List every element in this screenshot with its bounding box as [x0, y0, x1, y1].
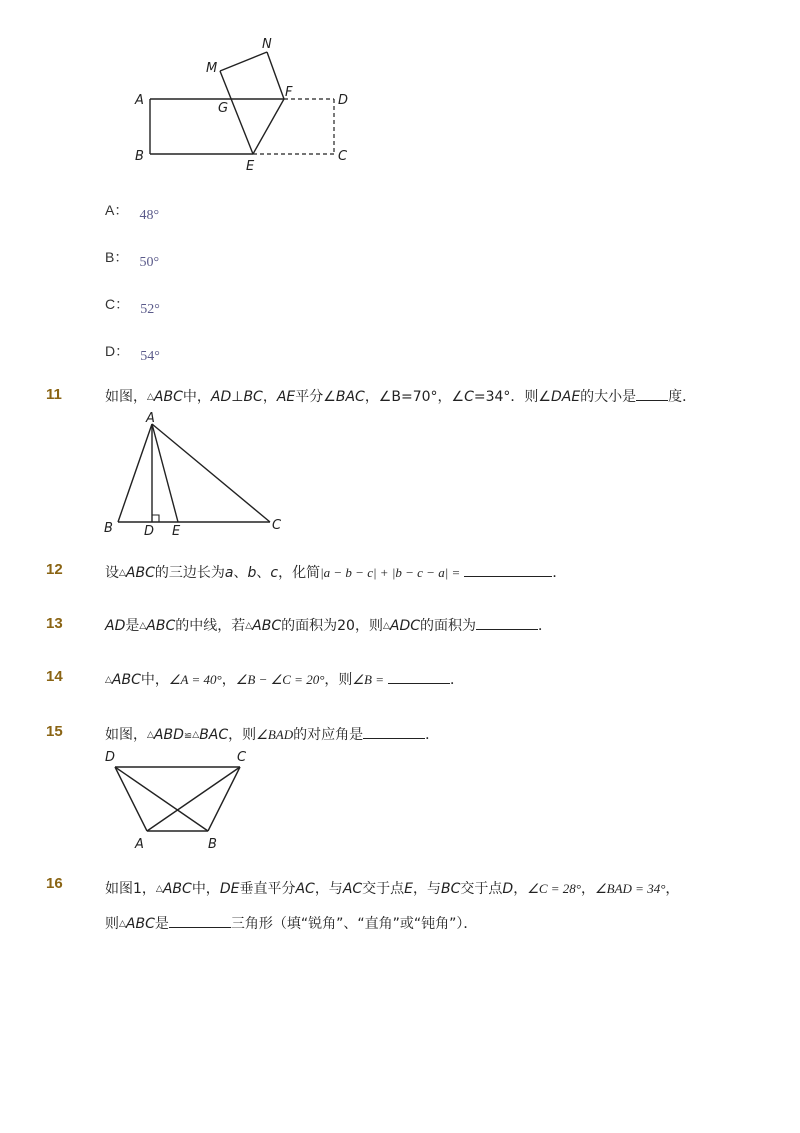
- q12-answer-blank[interactable]: [464, 564, 552, 577]
- fig10-label-e: E: [246, 159, 255, 174]
- q16-p7: 交于点: [460, 881, 503, 897]
- option-b[interactable]: [105, 247, 160, 270]
- option-a-value: 48°: [139, 208, 160, 223]
- q11-bc: BC: [243, 389, 263, 405]
- q14-expression-1: ∠A = 40°: [168, 672, 222, 687]
- q15-expression: ∠BAD: [256, 727, 294, 742]
- option-d-value: 54°: [140, 349, 160, 364]
- q12-dun2: 、: [256, 565, 271, 581]
- triangle-icon: △: [139, 621, 147, 631]
- fig10-line-mn: [220, 52, 267, 71]
- fig11-right-angle: [152, 515, 159, 522]
- q11-p2: 中，: [182, 389, 211, 405]
- option-b-label: B：: [105, 249, 129, 265]
- q12-expression: |a − b − c| + |b − c − a| =: [320, 565, 461, 580]
- q16-p10: ，: [665, 881, 680, 897]
- q11-tri: ABC: [153, 389, 183, 405]
- triangle-icon: △: [119, 568, 126, 578]
- q11-perp: ⊥: [231, 389, 244, 405]
- q16-d: D: [502, 881, 514, 897]
- option-d[interactable]: [105, 341, 160, 364]
- q14-tri: ABC: [111, 672, 141, 688]
- option-d-label: D：: [105, 343, 130, 359]
- fig11-line-ac: [152, 424, 270, 522]
- fig10-label-d: D: [338, 93, 349, 108]
- fig11-line-ae: [152, 424, 178, 522]
- q15-tri2: BAC: [199, 727, 229, 743]
- q12-end: ．: [552, 565, 567, 581]
- q16-p2: 中，: [191, 881, 220, 897]
- q14-expression-2: ∠B − ∠C = 20°: [235, 672, 325, 687]
- q14-sep: ，: [221, 672, 236, 688]
- q15-p2: ，则: [228, 727, 257, 743]
- question-12-text: [105, 562, 566, 582]
- figure-q11: [100, 408, 290, 540]
- q16-bc: BC: [441, 881, 461, 897]
- q16-l2p3: 三角形（填“锐角”、“直角”或“钝角”）．: [230, 916, 478, 932]
- question-number-15: 15: [46, 723, 63, 740]
- option-a-label: A：: [105, 202, 129, 218]
- triangle-icon: △: [119, 919, 126, 929]
- q13-ad: AD: [105, 618, 126, 634]
- q16-de: DE: [219, 881, 240, 897]
- figure-q15: [100, 745, 260, 855]
- q12-dun1: 、: [233, 565, 248, 581]
- q12-p1: 设: [105, 565, 119, 581]
- q13-tri3: ADC: [389, 618, 421, 634]
- question-number-13: 13: [46, 615, 63, 632]
- option-c-label: C：: [105, 296, 130, 312]
- q11-sep1: ，: [262, 389, 277, 405]
- q12-b: b: [247, 565, 257, 581]
- question-16-line-1: [105, 878, 679, 898]
- question-13-text: [105, 615, 552, 635]
- q16-l2p2: 是: [154, 916, 169, 932]
- q13-p2: 的中线，若: [175, 618, 246, 634]
- option-c-value: 52°: [140, 302, 160, 317]
- q16-expression-2: ∠BAD = 34°: [595, 881, 666, 896]
- q12-p2: 的三边长为: [154, 565, 225, 581]
- q11-p7: 度．: [668, 389, 697, 405]
- q16-p9: ，: [581, 881, 595, 897]
- fig10-label-b: B: [135, 149, 144, 164]
- question-number-16: 16: [46, 875, 63, 892]
- q11-p3: 平分∠: [295, 389, 336, 405]
- q14-answer-blank[interactable]: [388, 671, 450, 684]
- fig10-label-c: C: [338, 149, 348, 164]
- q11-ae: AE: [276, 389, 296, 405]
- q11-bac: BAC: [335, 389, 365, 405]
- q13-p3: 的面积为20，则: [281, 618, 383, 634]
- q16-p1: 如图1，: [105, 881, 156, 897]
- triangle-icon: △: [105, 675, 112, 685]
- figure-q10: [120, 30, 370, 180]
- fig10-line-ef: [253, 99, 284, 154]
- q13-end: ．: [538, 618, 553, 634]
- triangle-icon: △: [245, 621, 253, 631]
- fig11-label-b: B: [104, 521, 113, 536]
- q16-p6: ，与: [413, 881, 442, 897]
- q12-tri: ABC: [125, 565, 155, 581]
- q15-answer-blank[interactable]: [363, 726, 425, 739]
- q13-p4: 的面积为: [420, 618, 477, 634]
- fig10-label-m: M: [206, 61, 218, 76]
- fig10-label-g: G: [218, 101, 229, 116]
- question-15-text: [105, 724, 439, 744]
- q12-a: a: [224, 565, 234, 581]
- q16-l2p1: 则: [105, 916, 119, 932]
- fig11-label-d: D: [144, 524, 155, 539]
- q16-e: E: [404, 881, 414, 897]
- q16-ac2: AC: [342, 881, 363, 897]
- q16-ac1: AC: [295, 881, 315, 897]
- q13-answer-blank[interactable]: [476, 617, 538, 630]
- q16-expression-1: ∠C = 28°: [527, 881, 581, 896]
- option-a[interactable]: [105, 200, 160, 223]
- fig10-label-a: A: [135, 93, 144, 108]
- q12-c: c: [270, 565, 279, 581]
- q16-p5: 交于点: [362, 881, 405, 897]
- triangle-icon: △: [147, 730, 154, 740]
- question-number-12: 12: [46, 561, 63, 578]
- triangle-icon: △: [147, 392, 154, 402]
- triangle-icon: △: [192, 730, 200, 740]
- fig15-label-c: C: [237, 750, 247, 765]
- fig11-label-e: E: [172, 524, 181, 539]
- fig15-label-b: B: [208, 837, 217, 852]
- q11-answer-blank[interactable]: [636, 388, 668, 401]
- q14-expression-3: ∠B =: [352, 672, 385, 687]
- question-number-11: 11: [46, 386, 62, 403]
- fig11-line-ab: [118, 424, 152, 522]
- q16-p8: ，: [513, 881, 528, 897]
- fig15-line-da: [115, 767, 147, 831]
- question-14-text: [105, 669, 464, 689]
- triangle-icon: △: [155, 884, 163, 894]
- fig11-label-a: A: [146, 411, 155, 426]
- q11-p5: =34°．则∠: [473, 389, 551, 405]
- fig10-label-n: N: [262, 37, 272, 52]
- q11-ad: AD: [210, 389, 232, 405]
- question-16-line-2: [105, 913, 477, 933]
- q12-p3: ，化简: [278, 565, 321, 581]
- option-b-value: 50°: [139, 255, 160, 270]
- q11-dae: DAE: [550, 389, 581, 405]
- q13-tri1: ABC: [146, 618, 176, 634]
- fig10-label-f: F: [285, 85, 293, 100]
- q15-cong: ≌: [183, 731, 193, 742]
- option-c[interactable]: [105, 294, 160, 317]
- q16-p4: ，与: [314, 881, 343, 897]
- q15-end: ．: [425, 727, 440, 743]
- q14-p1: 中，: [140, 672, 169, 688]
- question-11-text: [105, 386, 696, 406]
- q11-c: C: [464, 389, 474, 405]
- q11-p1: 如图，: [105, 389, 147, 405]
- fig11-label-c: C: [272, 518, 282, 533]
- q15-tri1: ABD: [153, 727, 184, 743]
- q13-tri2: ABC: [252, 618, 282, 634]
- fig15-label-d: D: [105, 750, 116, 765]
- fig10-line-nf: [267, 52, 284, 99]
- question-number-14: 14: [46, 668, 63, 685]
- fig15-label-a: A: [135, 837, 144, 852]
- q13-p1: 是: [125, 618, 140, 634]
- q15-p1: 如图，: [105, 727, 147, 743]
- fig15-line-cb: [208, 767, 240, 831]
- q11-p4: ，∠B=70°，∠: [364, 389, 465, 405]
- q15-p3: 的对应角是: [293, 727, 364, 743]
- triangle-icon: △: [382, 621, 390, 631]
- q11-p6: 的大小是: [580, 389, 637, 405]
- q16-tri2: ABC: [125, 916, 155, 932]
- q16-tri1: ABC: [162, 881, 192, 897]
- q14-p2: ，则: [324, 672, 353, 688]
- q16-answer-blank[interactable]: [169, 915, 231, 928]
- q14-end: ．: [450, 672, 465, 688]
- q16-p3: 垂直平分: [239, 881, 296, 897]
